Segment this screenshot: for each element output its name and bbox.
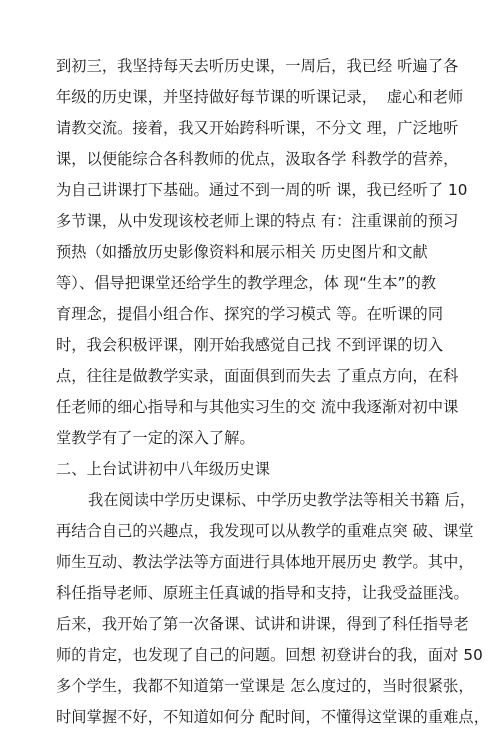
paragraph-1-line: 等）、倡导把课堂还给学生的教学理念，体 现“生本”的教 [56,274,437,292]
section-heading: 二、上台试讲初中八年级历史课 [56,460,271,478]
paragraph-1-line: 多节课，从中发现该校老师上课的特点 有：注重课前的预习 [56,212,459,230]
paragraph-2-line: 后来，我开始了第一次备课、试讲和讲课，得到了科任指导老 [56,615,469,633]
paragraph-1-line: 到初三，我坚持每天去听历史课，一周后，我已经 听遍了各 [56,57,459,75]
paragraph-2-line: 师的肯定，也发现了自己的问题。回想 初登讲台的我，面对 50 [56,646,483,664]
paragraph-1-line: 预热（如播放历史影像资料和展示相关 历史图片和文献 [56,243,428,261]
paragraph-1-line: 课，以便能综合各科教师的优点，汲取各学 科教学的营养， [56,150,459,168]
paragraph-1-line: 点，往往是做教学实录，面面俱到而失去 了重点方向，在科 [56,367,459,385]
paragraph-1-line: 育理念，提倡小组合作、探究的学习模式 等。在听课的同 [56,305,444,323]
paragraph-1-line: 任老师的细心指导和与其他实习生的交 流中我逐渐对初中课 [56,398,459,416]
paragraph-1-line: 堂教学有了一定的深入了解。 [56,429,255,447]
paragraph-2-line: 我在阅读中学历史课标、中学历史教学法等相关书籍 后， [88,491,476,509]
paragraph-1-line: 为自己讲课打下基础。通过不到一周的听 课，我已经听了 10 [56,181,468,199]
paragraph-1-line: 年级的历史课，并坚持做好每节课的听课记录， 虚心和老师 [56,88,464,106]
paragraph-2-line: 科任指导老师、原班主任真诚的指导和支持，让我受益匪浅。 [56,584,469,602]
paragraph-2-line: 师生互动、教法学法等方面进行具体地开展历史 教学。其中， [56,553,474,571]
paragraph-2-line: 时间掌握不好，不知道如何分 配时间，不懂得这堂课的重难点， [56,708,489,726]
paragraph-2-line: 多个学生，我都不知道第一堂课是 怎么度过的，当时很紧张， [56,677,474,695]
paragraph-1-line: 时，我会积极评课，刚开始我感觉自己找 不到评课的切入 [56,336,444,354]
paragraph-1-line: 请教交流。接着，我又开始跨科听课，不分文 理，广泛地听 [56,119,459,137]
paragraph-2-line: 再结合自己的兴趣点，我发现可以从教学的重难点突 破、课堂 [56,522,474,540]
